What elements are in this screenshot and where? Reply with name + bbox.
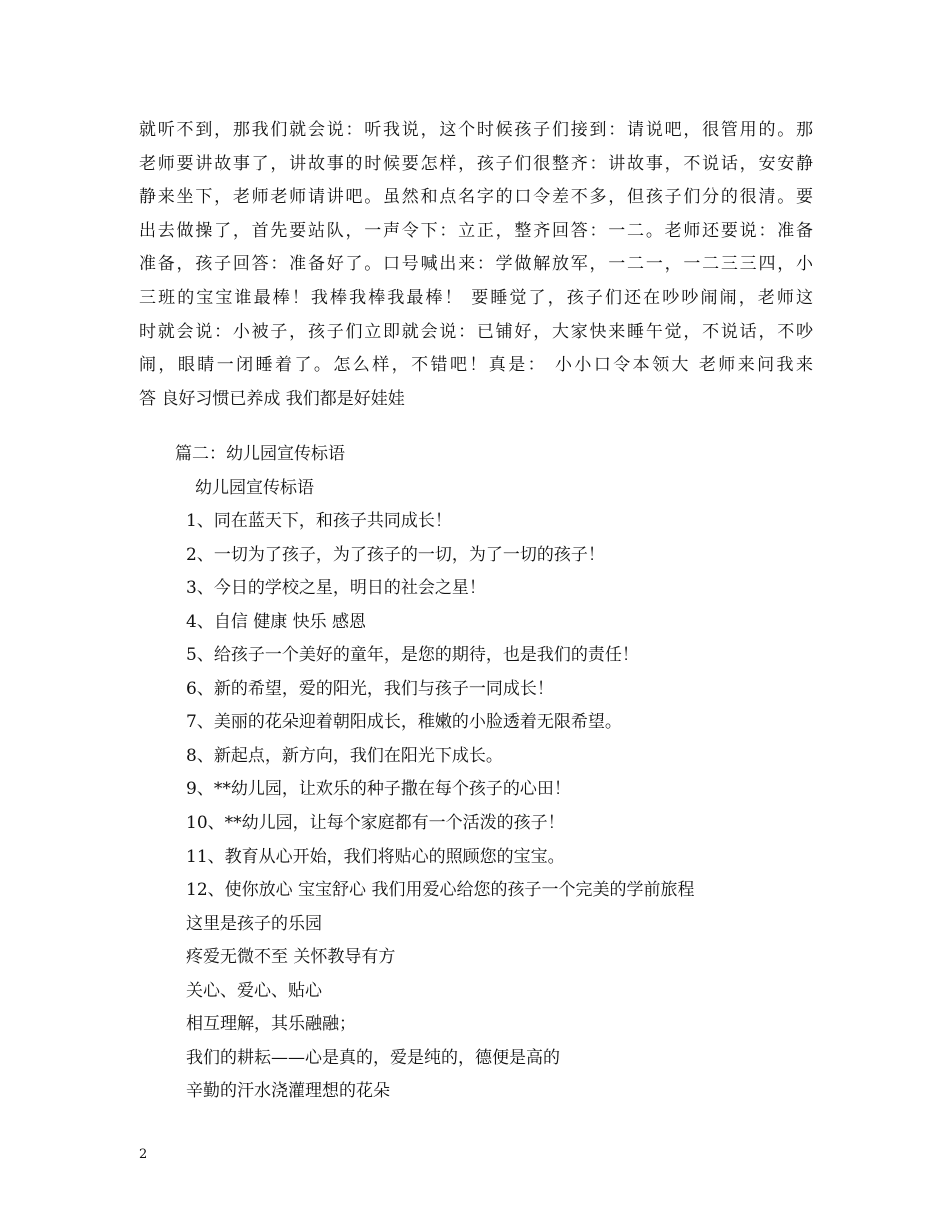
list-item: 相互理解，其乐融融； (186, 1014, 356, 1035)
list-item: 8、新起点，新方向，我们在阳光下成长。 (186, 745, 503, 766)
list-item: 6、新的希望，爱的阳光，我们与孩子一同成长！ (186, 678, 554, 699)
paragraph-line: 时就会说：小被子，孩子们立即就会说：已铺好，大家快来睡午觉，不说话，不吵 (139, 321, 813, 342)
paragraph-line: 出去做操了，首先要站队，一声令下：立正，整齐回答：一二。老师还要说：准备 (139, 220, 813, 241)
list-item: 12、使你放心 宝宝舒心 我们用爱心给您的孩子一个完美的学前旅程 (186, 880, 695, 901)
list-item: 辛勤的汗水浇灌理想的花朵 (186, 1081, 390, 1102)
paragraph-line: 闹，眼睛一闭睡着了。怎么样，不错吧！真是： 小小口令本领大 老师来问我来 (139, 355, 813, 376)
list-item: 疼爱无微不至 关怀教导有方 (186, 947, 396, 968)
list-item: 5、给孩子一个美好的童年，是您的期待，也是我们的责任！ (186, 645, 639, 666)
page-number: 2 (139, 1147, 148, 1162)
paragraph-line: 静来坐下，老师老师请讲吧。虽然和点名字的口令差不多，但孩子们分的很清。要 (139, 187, 813, 208)
list-item: 1、同在蓝天下，和孩子共同成长！ (186, 511, 452, 532)
paragraph-line: 就听不到，那我们就会说：听我说，这个时候孩子们接到：请说吧，很管用的。那 (139, 120, 813, 140)
list-item: 我们的耕耘——心是真的，爱是纯的，德便是高的 (186, 1047, 560, 1068)
list-subtitle: 幼儿园宣传标语 (195, 477, 314, 498)
slogan-list (139, 438, 839, 1109)
list-item: 11、教育从心开始，我们将贴心的照顾您的宝宝。 (186, 846, 565, 867)
paragraph-line: 老师要讲故事了，讲故事的时候要怎样，孩子们很整齐：讲故事，不说话，安安静 (139, 153, 813, 174)
list-item: 7、美丽的花朵迎着朝阳成长，稚嫩的小脸透着无限希望。 (186, 712, 622, 733)
section-title: 篇二：幼儿园宣传标语 (175, 444, 345, 464)
paragraph-line: 三班的宝宝谁最棒！我棒我棒我最棒！ 要睡觉了，孩子们还在吵吵闹闹，老师这 (139, 287, 813, 308)
list-item: 关心、爱心、贴心 (186, 980, 322, 1001)
list-item: 这里是孩子的乐园 (186, 913, 322, 934)
list-item: 4、自信 健康 快乐 感恩 (186, 611, 367, 632)
list-item: 3、今日的学校之星，明日的社会之星！ (186, 578, 486, 599)
paragraph-line: 准备，孩子回答：准备好了。口号喊出来：学做解放军，一二一，一二三三四，小 (139, 254, 813, 275)
list-item: 2、一切为了孩子，为了孩子的一切，为了一切的孩子！ (186, 544, 605, 565)
paragraph-line: 答 良好习惯已养成 我们都是好娃娃 (139, 388, 405, 409)
list-item: 9、**幼儿园，让欢乐的种子撒在每个孩子的心田！ (186, 779, 571, 800)
body-paragraph (139, 114, 813, 416)
list-item: 10、**幼儿园，让每个家庭都有一个活泼的孩子！ (186, 813, 565, 834)
